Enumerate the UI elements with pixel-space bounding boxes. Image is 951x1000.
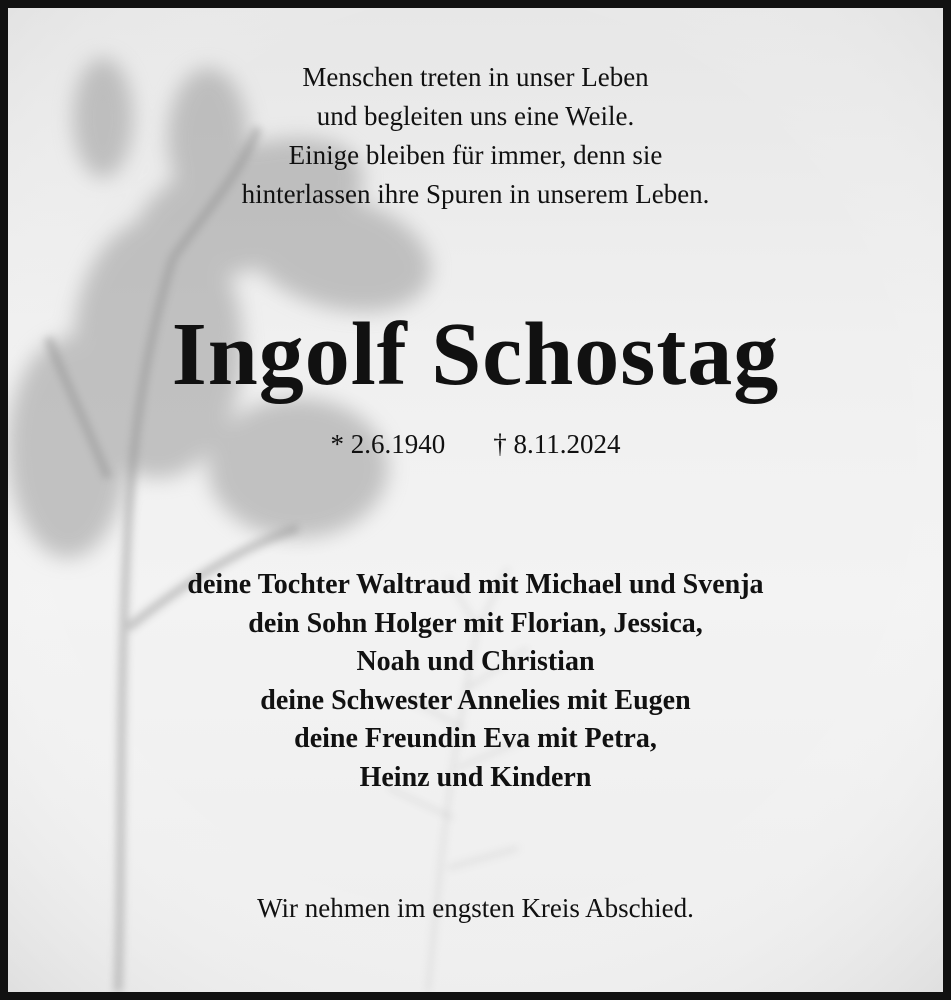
death-date: † 8.11.2024 — [493, 429, 621, 459]
memorial-poem — [8, 58, 943, 214]
life-dates — [8, 426, 943, 462]
deceased-name: Ingolf Schostag — [171, 305, 780, 404]
mourners-list — [8, 566, 943, 797]
poem-line: Einige bleiben für immer, denn sie — [288, 140, 663, 170]
mourner-line: deine Schwester Annelies mit Eugen — [260, 684, 691, 716]
closing-statement: Wir nehmen im engsten Kreis Abschied. — [257, 893, 694, 923]
notice-content — [8, 8, 943, 992]
mourner-line: deine Freundin Eva mit Petra, — [294, 723, 657, 754]
mourner-line: dein Sohn Holger mit Florian, Jessica, — [248, 607, 703, 639]
birth-date: * 2.6.1940 — [330, 429, 446, 459]
mourner-line: Heinz und Kindern — [359, 761, 592, 793]
mourner-line: deine Tochter Waltraud mit Michael und Svenja — [187, 569, 764, 600]
poem-line: Menschen treten in unser Leben — [302, 62, 649, 92]
mourner-line: Noah und Christian — [356, 646, 595, 677]
poem-line: und begleiten uns eine Weile. — [316, 101, 635, 131]
poem-line: hinterlassen ihre Spuren in unserem Leben. — [241, 179, 710, 209]
